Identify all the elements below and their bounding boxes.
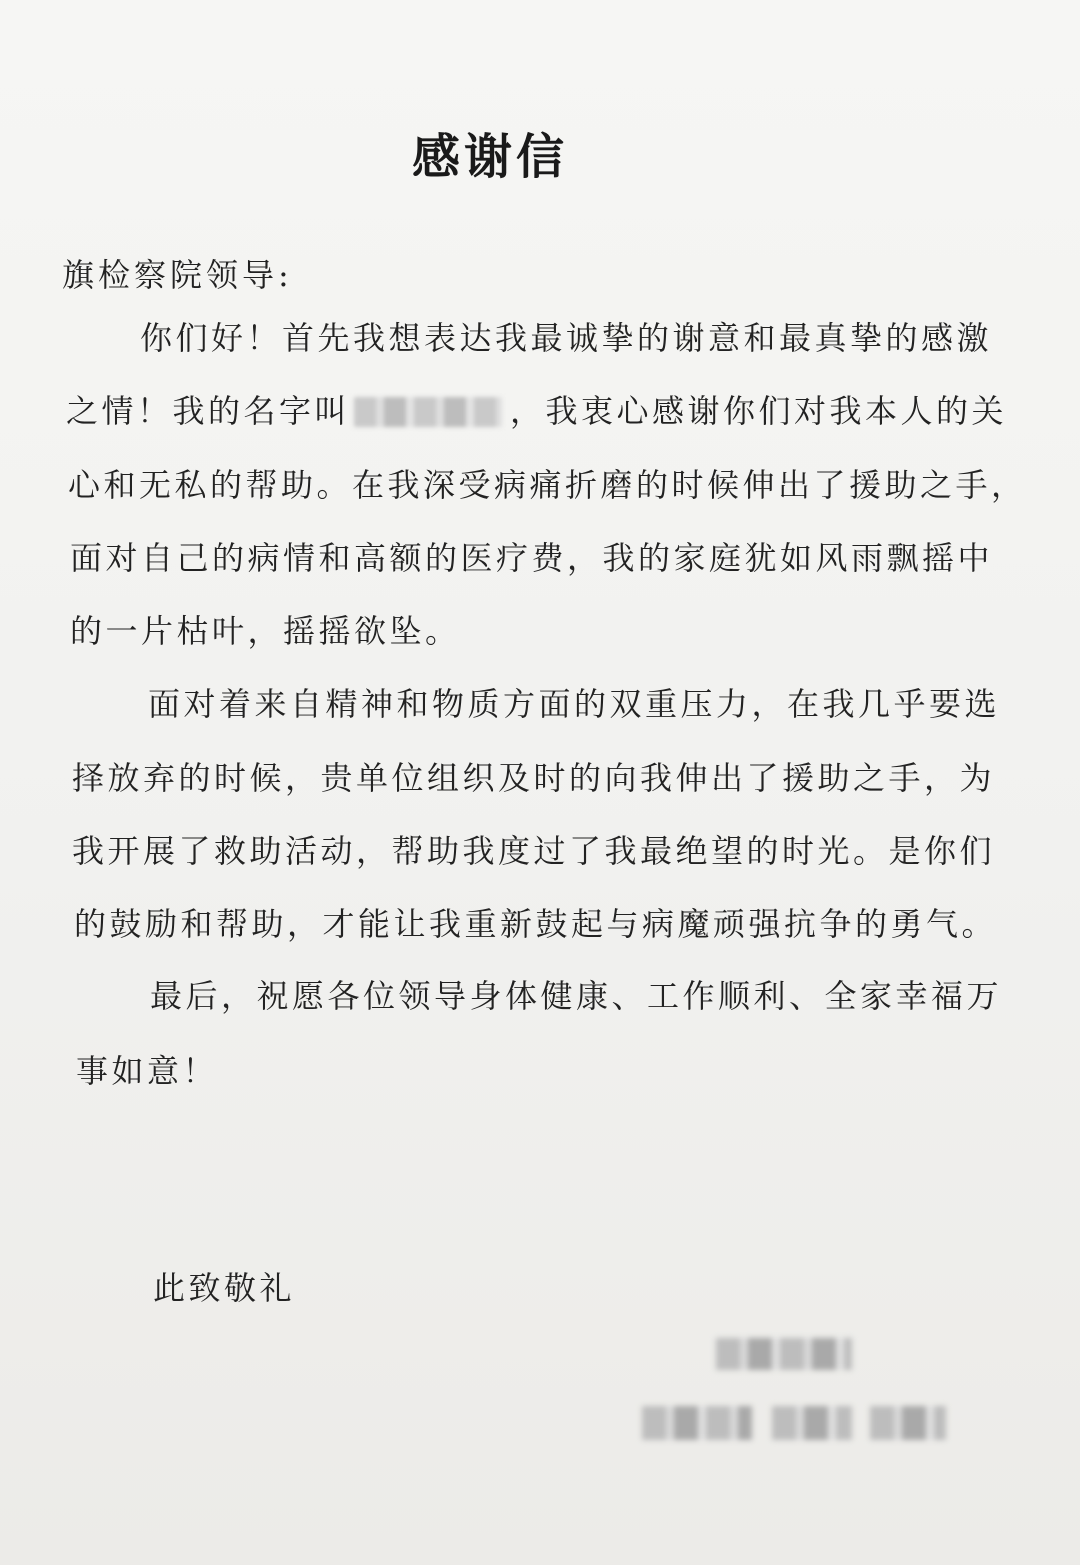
- redacted-signature-name: [716, 1338, 852, 1370]
- redacted-date-part-3: [870, 1406, 946, 1440]
- paragraph1-line2-start: 之情！我的名字叫: [66, 392, 351, 430]
- redacted-date-part-2: [772, 1406, 852, 1440]
- paragraph1-line5: 的一片枯叶，摇摇欲坠。: [70, 612, 461, 650]
- redacted-date-part-1: [642, 1406, 752, 1440]
- paragraph2-line4: 的鼓励和帮助，才能让我重新鼓起与病魔顽强抗争的勇气。: [74, 905, 998, 943]
- paragraph1-line3: 心和无私的帮助。在我深受病痛折磨的时候伸出了援助之手，: [68, 466, 1027, 504]
- salutation: 旗检察院领导:: [62, 256, 293, 294]
- paragraph1-line2: [66, 392, 1008, 431]
- paragraph3-line1: 最后，祝愿各位领导身体健康、工作顺利、全家幸福万: [150, 977, 1003, 1015]
- paragraph1-line2-end: ，我衷心感谢你们对我本人的关: [510, 392, 1008, 430]
- redacted-name: [354, 397, 502, 427]
- paragraph2-line2: 择放弃的时候，贵单位组织及时的向我伸出了援助之手，为: [72, 759, 996, 797]
- paragraph1-line1: 你们好！首先我想表达我最诚挚的谢意和最真挚的感激: [140, 319, 993, 357]
- paragraph2-line3: 我开展了救助活动，帮助我度过了我最绝望的时光。是你们: [72, 832, 996, 870]
- paragraph2-line1: 面对着来自精神和物质方面的双重压力，在我几乎要选: [148, 685, 1001, 723]
- closing: 此致敬礼: [153, 1269, 296, 1307]
- letter-title: 感谢信: [411, 129, 568, 185]
- paragraph1-line4: 面对自己的病情和高额的医疗费，我的家庭犹如风雨飘摇中: [70, 539, 994, 577]
- paragraph3-line2: 事如意！: [76, 1052, 219, 1090]
